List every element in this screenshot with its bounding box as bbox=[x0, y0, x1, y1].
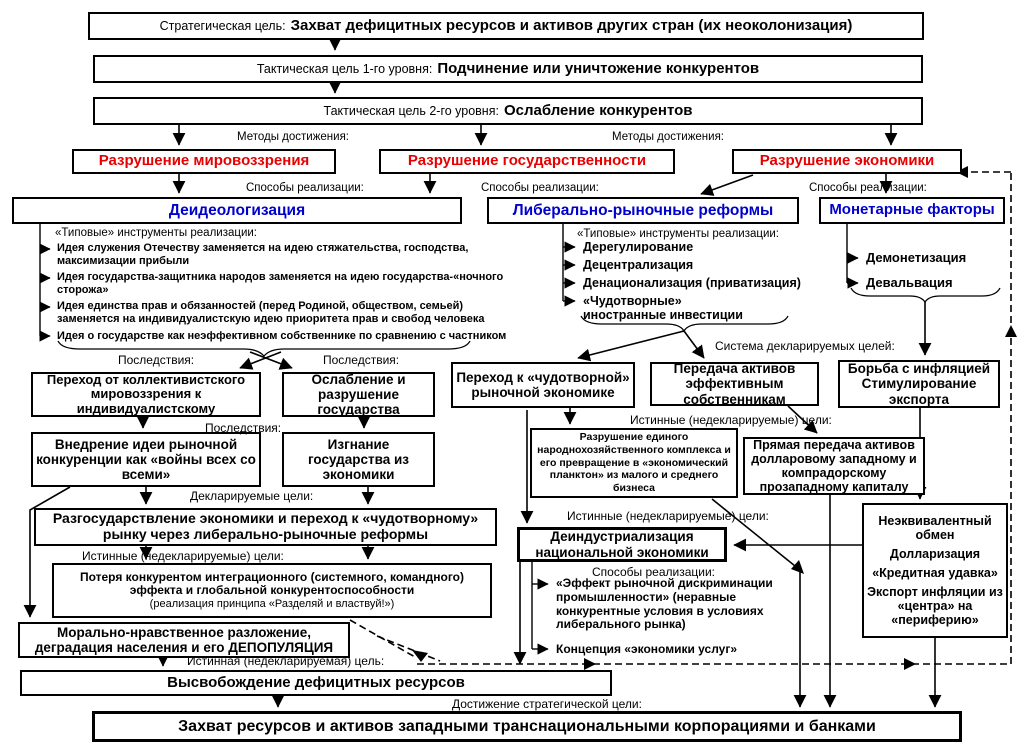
inflation-fight-line-2: Стимулирование экспорта bbox=[861, 376, 977, 407]
unequal-exchange-line-2: Долларизация bbox=[889, 547, 981, 561]
tactical-goal-2-text: Ослабление конкурентов bbox=[503, 101, 693, 119]
box-direct-transfer: Прямая передача активов долларовому западному и компрадорскому прозападному капиталу bbox=[743, 437, 925, 495]
tactical-goal-1-prefix: Тактическая цель 1-го уровня: bbox=[256, 62, 433, 76]
tool-mid-item-4: «Чудотворные» иностранные инвестиции bbox=[583, 294, 743, 323]
tool-left-item-4: Идея о государстве как неэффективном собственнике по сравнению с частником bbox=[57, 330, 507, 342]
unequal-exchange-line-1: Неэквивалентный обмен bbox=[878, 514, 992, 542]
label-ways-lower: Способы реализации: bbox=[592, 565, 715, 579]
tool-left-item-1: Идея служения Отечеству заменяется на идею стяжательства, господства, максимизации прибыли bbox=[57, 242, 469, 267]
tool-mid-item-2: Децентрализация bbox=[583, 258, 694, 272]
box-strategic-goal bbox=[88, 12, 924, 40]
box-worldview-shift: Переход от коллективистского мировоззрения к индивидуалистскому bbox=[31, 372, 261, 417]
label-tools-left-title: «Типовые» инструменты реализации: bbox=[55, 227, 258, 239]
tool-left-item-3: Идея единства прав и обязанностей (перед Родиной, обществом, семьей) заменяется на индивидуалистскую идею приоритета прав и свобод человека bbox=[57, 300, 485, 325]
tool-lower-item-2: Концепция «экономики услуг» bbox=[556, 642, 738, 656]
box-way-monetary-factors: Монетарные факторы bbox=[819, 197, 1005, 224]
box-competition-idea: Внедрение идеи рыночной конкуренции как «войны всех со всеми» bbox=[31, 432, 261, 487]
label-true-goal-final: Истинная (недекларируемая) цель: bbox=[187, 654, 385, 668]
box-tactical-goal-2 bbox=[93, 97, 923, 125]
tool-mid-item-1: Дерегулирование bbox=[583, 240, 694, 254]
box-deindustrialization: Деиндустриализация национальной экономики bbox=[517, 527, 727, 562]
label-declared-goals: Декларируемые цели: bbox=[190, 489, 314, 503]
tactical-goal-2-prefix: Тактическая цель 2-го уровня: bbox=[323, 104, 499, 118]
label-ways-right: Способы реализации: bbox=[809, 182, 927, 194]
label-ways-left: Способы реализации: bbox=[246, 182, 364, 194]
box-method-worldview: Разрушение мировоззрения bbox=[72, 149, 336, 174]
box-moral-decay: Морально-нравственное разложение, деградация населения и его ДЕПОПУЛЯЦИЯ bbox=[18, 622, 350, 658]
label-true-goals-mid: Истинные (недекларируемые) цели: bbox=[630, 413, 832, 427]
tool-left-item-2: Идея государства-защитника народов заменяется на идею государства-«ночного сторожа» bbox=[57, 271, 504, 296]
tool-right-item-2: Девальвация bbox=[866, 275, 953, 290]
competitiveness-loss-note: (реализация принципа «Разделяй и властвуй!») bbox=[149, 597, 395, 610]
box-final-capture: Захват ресурсов и активов западными транснациональными корпорациями и банками bbox=[92, 711, 962, 742]
box-unequal-exchange bbox=[862, 503, 1008, 638]
box-complex-destruction: Разрушение единого народнохозяйственного комплекса и его превращение в «экономический планктон» из малого и среднего бизнеса bbox=[530, 428, 738, 498]
box-tactical-goal-1 bbox=[93, 55, 923, 83]
strategic-goal-text: Захват дефицитных ресурсов и активов других стран (их неоколонизация) bbox=[290, 16, 853, 34]
unequal-exchange-line-4: Экспорт инфляции из «центра» на «периферию» bbox=[867, 585, 1003, 627]
tool-right-item-1: Демонетизация bbox=[866, 250, 967, 265]
box-market-transition: Переход к «чудотворной» рыночной экономике bbox=[451, 362, 635, 408]
box-inflation-fight bbox=[838, 360, 1000, 408]
label-methods-right: Методы достижения: bbox=[612, 131, 725, 143]
label-achievement: Достижение стратегической цели: bbox=[452, 697, 642, 711]
label-true-goals-left: Истинные (недекларируемые) цели: bbox=[82, 549, 284, 563]
label-true-goals-lower: Истинные (недекларируемые) цели: bbox=[567, 509, 769, 523]
box-competitiveness-loss bbox=[52, 563, 492, 618]
label-methods-left: Методы достижения: bbox=[237, 131, 350, 143]
box-resource-release: Высвобождение дефицитных ресурсов bbox=[20, 670, 612, 696]
strategic-goal-prefix: Стратегическая цель: bbox=[159, 19, 286, 33]
label-consequences-1: Последствия: bbox=[118, 353, 195, 367]
label-ways-mid: Способы реализации: bbox=[481, 182, 599, 194]
competitiveness-loss-text: Потеря конкурентом интеграционного (системного, командного) эффекта и глобальной конкурентоспособности bbox=[79, 569, 465, 598]
tool-lower-item-1: «Эффект рыночной дискриминации промышленности» (неравные конкурентные условия в условиях либерального рынка) bbox=[556, 576, 773, 632]
label-consequences-2: Последствия: bbox=[323, 353, 400, 367]
box-way-deideologization: Деидеологизация bbox=[12, 197, 462, 224]
label-declared-system: Система декларируемых целей: bbox=[715, 339, 895, 353]
box-state-expulsion: Изгнание государства из экономики bbox=[282, 432, 435, 487]
tactical-goal-1-text: Подчинение или уничтожение конкурентов bbox=[437, 59, 760, 77]
inflation-fight-line-1: Борьба с инфляцией bbox=[847, 361, 991, 377]
unequal-exchange-line-3: «Кредитная удавка» bbox=[872, 566, 998, 580]
bend-arrowhead bbox=[791, 560, 804, 574]
box-method-statehood: Разрушение государственности bbox=[379, 149, 675, 174]
box-state-weakening: Ослабление и разрушение государства bbox=[282, 372, 435, 417]
box-way-liberal-reforms: Либерально-рыночные реформы bbox=[487, 197, 799, 224]
label-consequences-3: Последствия: bbox=[205, 421, 282, 435]
label-tools-mid-title: «Типовые» инструменты реализации: bbox=[577, 228, 780, 240]
box-asset-transfer: Передача активов эффективным собственникам bbox=[650, 362, 819, 406]
box-privatization: Разгосударствление экономики и переход к «чудотворному» рынку через либерально-рыночные реформы bbox=[34, 508, 497, 546]
box-method-economy: Разрушение экономики bbox=[732, 149, 962, 174]
tool-mid-item-3: Денационализация (приватизация) bbox=[583, 276, 801, 290]
